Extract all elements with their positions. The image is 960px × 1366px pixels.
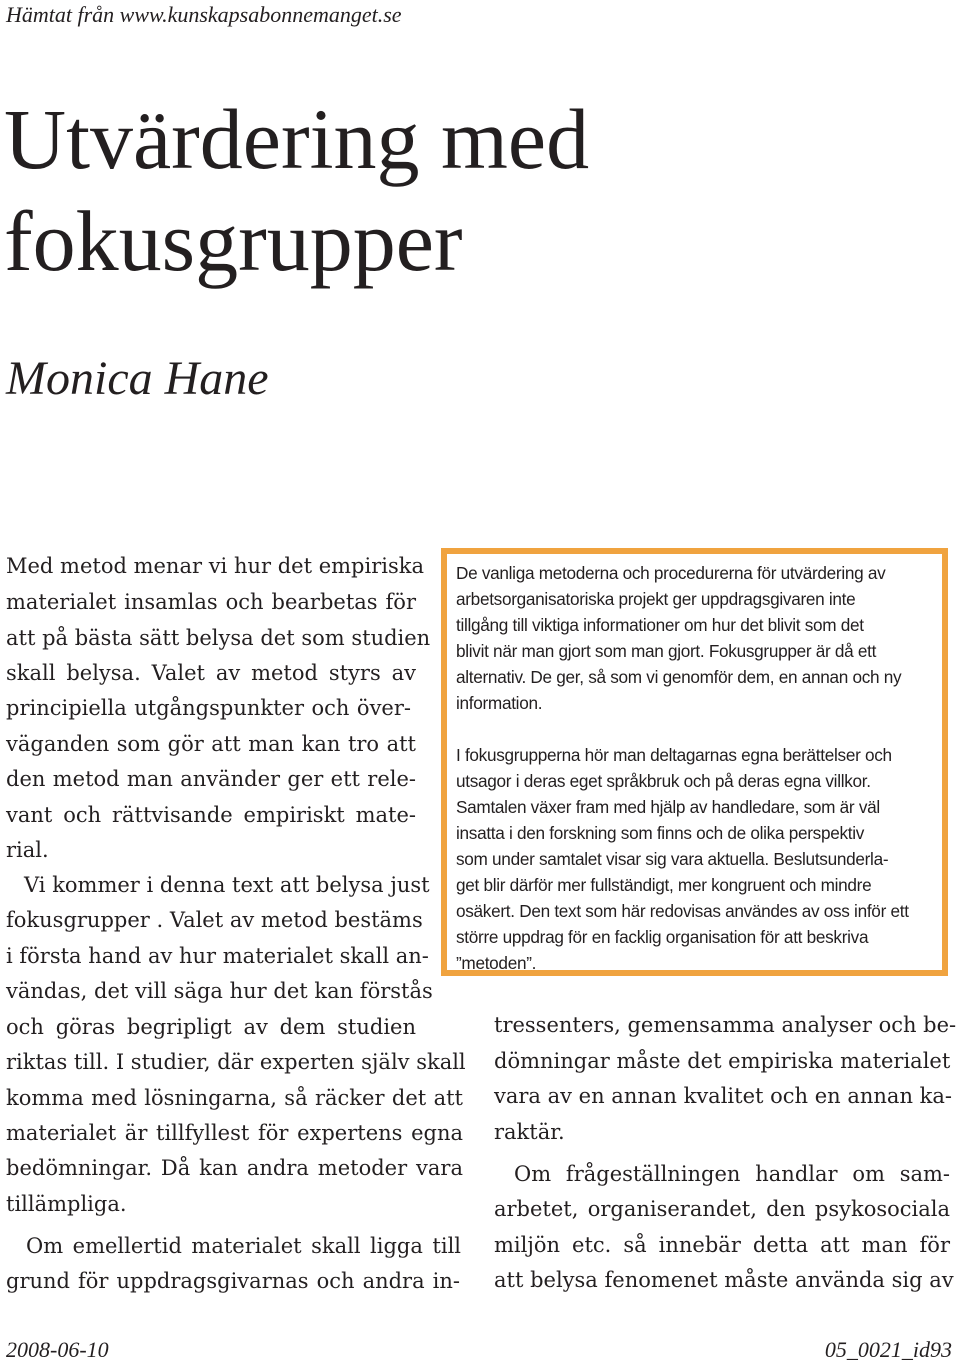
- summary-box-line: Samtalen växer fram med hjälp av handledare, som är väl: [456, 797, 880, 817]
- body-text-line: principiella utgångspunkter och över-: [6, 696, 411, 720]
- summary-box-line: som under samtalet visar sig vara aktuella. Beslutsunderla-: [456, 849, 889, 869]
- author-name: Monica Hane: [6, 352, 269, 405]
- body-text-line: och göras begripligt av dem studien: [6, 1015, 416, 1039]
- body-text-line: Om frågeställningen handlar om sam-: [514, 1162, 950, 1186]
- body-text-line: tressenters, gemensamma analyser och be-: [494, 1013, 957, 1037]
- summary-box-line: get blir därför mer fullständigt, mer kongruent och mindre: [456, 875, 872, 895]
- source-url: Hämtat från www.kunskapsabonnemanget.se: [6, 2, 402, 27]
- summary-box-line: tillgång till viktiga informationer om hur det blivit som det: [456, 615, 864, 635]
- body-text-line: materialet är tillfyllest för expertens egna: [6, 1121, 463, 1145]
- footer-doc-id: 05_0021_id93: [824, 1337, 952, 1362]
- body-text-line: Vi kommer i denna text att belysa just: [24, 873, 430, 897]
- summary-box-line: större uppdrag för en facklig organisation för att beskriva: [456, 927, 869, 947]
- body-text-line: riktas till. I studier, där experten själv skall: [6, 1050, 466, 1074]
- footer-date: 2008-06-10: [6, 1337, 109, 1362]
- body-text-line: den metod man använder ger ett rele-: [6, 767, 416, 791]
- body-text-line: att på bästa sätt belysa det som studien: [6, 626, 431, 650]
- summary-box-line: blivit när man gjort som man gjort. Fokusgrupper är då ett: [456, 641, 877, 661]
- body-text-line: väganden som gör att man kan tro att: [6, 732, 416, 756]
- body-text-line: dömningar måste det empiriska materialet: [494, 1049, 951, 1073]
- body-text-line: rial.: [6, 838, 49, 862]
- body-text-line: komma med lösningarna, så räcker det att: [6, 1086, 463, 1110]
- body-text-line: i första hand av hur materialet skall an-: [6, 944, 429, 968]
- body-text-line: vändas, det vill säga hur det kan förstås: [6, 979, 433, 1003]
- body-text-line: arbetet, organiserandet, den psykosociala: [494, 1197, 950, 1221]
- body-text-line: vant och rättvisande empiriskt mate-: [6, 803, 416, 827]
- body-text-line: materialet insamlas och bearbetas för: [6, 590, 416, 614]
- body-text-line: grund för uppdragsgivarnas och andra in-: [6, 1269, 460, 1293]
- summary-box-line: utsagor i deras eget språkbruk och på deras egna villkor.: [456, 771, 871, 791]
- body-text-line: skall belysa. Valet av metod styrs av: [6, 661, 416, 685]
- summary-box-line: I fokusgrupperna hör man deltagarnas egna berättelser och: [456, 745, 892, 765]
- body-text-line: att belysa fenomenet måste använda sig av: [494, 1268, 954, 1292]
- summary-box-line: information.: [456, 693, 543, 713]
- page-title: [4, 88, 589, 292]
- body-text-line: bedömningar. Då kan andra metoder vara: [6, 1156, 463, 1180]
- summary-box-line: arbetsorganisatoriska projekt ger uppdragsgivaren inte: [456, 589, 856, 609]
- body-text-line: fokusgrupper . Valet av metod bestäms: [6, 908, 423, 932]
- summary-box-line: ”metoden”.: [456, 953, 537, 973]
- title-line-1: Utvärdering med: [4, 91, 590, 187]
- body-text-line: Med metod menar vi hur det empiriska: [6, 554, 424, 578]
- body-text-line: raktär.: [494, 1120, 565, 1144]
- body-text-line: tillämpliga.: [6, 1192, 127, 1216]
- summary-box-line: alternativ. De ger, så som vi genomför dem, en annan och ny: [456, 667, 902, 687]
- summary-box-line: osäkert. Den text som här redovisas användes av oss inför ett: [456, 901, 909, 921]
- summary-box-line: De vanliga metoderna och procedurerna för utvärdering av: [456, 563, 886, 583]
- body-text-line: vara av en annan kvalitet och en annan ka-: [494, 1084, 952, 1108]
- body-text-line: Om emellertid materialet skall ligga till: [26, 1234, 461, 1258]
- summary-box-line: insatta i den forskning som finns och de olika perspektiv: [456, 823, 865, 843]
- title-line-2: fokusgrupper: [4, 193, 463, 289]
- body-text-line: miljön etc. så innebär detta att man för: [494, 1233, 950, 1257]
